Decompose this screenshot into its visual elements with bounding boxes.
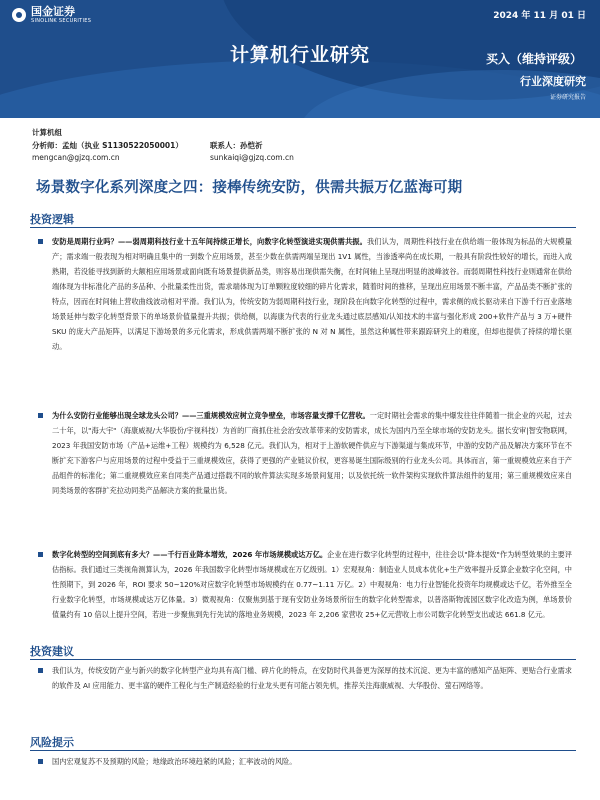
paragraph-body: 我们认为，周期性科技行业在供给端一般体现为标品的大规模量产；需求端一般表现为相对明确且集中的一到数个应用场景，甚至少数在供需两端呈现出 1V1 属性，当渗透率尚在成长期，一般具有阶段性较好的增长，而进入成熟期，若没能寻找到新的大额相应用场景或面向既有场景提供新品类，则容易出现供需失衡，在时间轴上呈现出明显的波峰波谷。而弱周期性科技行业则通常在供给端体现为非标准化产品的多品种、小批量柔性出货，需求端体现为订单颗粒度较细的碎片化需求，随着时间的推移，呈现出应用场景不断丰富，产品品类不断扩张的特点，因而在时间轴上营收曲线波动相对平滑。我们认为，传统安防为弱周期科技行业，现阶段在向数字化转型的过程中，需求侧的成长驱动来自下游千行百业落地场景延伸与数字化转型背景下的单场景价值量提升共振；供给侧，以海康为代表的行业龙头通过底层感知/认知技术的丰富与强化形成 200+软件产品与 3 万+硬件 SKU 的庞大产品矩阵，以满足下游场景的多元化需求，形成供需两端不断扩张的 N 对 N 属性，虽然这种属性带来跟踪研究上的难度，但却也提供了持续的增长驱动。 <box>52 237 572 351</box>
bullet-icon <box>38 413 43 418</box>
analyst-email: mengcan@gjzq.com.cn <box>32 153 120 162</box>
report-sub-label: 证券研究报告 <box>549 94 586 101</box>
paragraph-cyclicality <box>52 234 572 354</box>
paragraph-lead: 为什么安防行业能够出现全球龙头公司？——三重规模效应树立竞争壁垒，市场容量支撑千亿营收。 <box>52 411 370 420</box>
section-heading-invest-logic: 投资逻辑 <box>30 213 74 226</box>
analyst-group: 计算机组 <box>32 128 62 137</box>
bullet-icon <box>38 759 43 764</box>
paragraph-advice: 我们认为，传统安防产业与新兴的数字化转型产业均具有高门槛、碎片化的特点，在安防时代具备更为深厚的技术沉淀、更为丰富的感知产品矩阵、更贴合行业需求的软件及 AI 应用能力、更丰富的硬件工程化与生产制造经验的行业龙头更有可能占领先机，推荐关注海康威视、大华股份、萤石网络等。 <box>52 666 572 690</box>
analyst-name: 分析师：孟灿（执业 S1130522050001） <box>32 141 183 150</box>
paragraph-body: 一定时期社会需求的集中爆发往往伴随着一批企业的兴起，过去二十年，以"海大宇"（海康威视/大华股份/宇视科技）为首的厂商抓住社会治安改革带来的安防需求，成长为国内乃至全球市场的安防龙头。据长安审|智安物联网，2023 年我国安防市场（产品+运维+工程）规模约为 6,528 亿元。我们认为，相对于上游软硬件供应与下游渠道与集成环节，中游的安防产品及解决方案环节在不断扩充下游客户与应用场景的过程中受益于三重规模效应，获得了更强的产业链议价权，更容易诞生国际级别的行业龙头公司。具体而言，第一重规模效应来自于产品组件的标准化；第二重规模效应来自同类产品通过搭载不同的软件算法实现多场景间复用；以及依托统一软件架构实现软件算法组件的复用；第三重规模效应来自同类场景的客群扩充拉动同类产品解决方案的批量出货。 <box>52 411 572 495</box>
section-divider <box>30 750 576 751</box>
bullet-icon <box>38 552 43 557</box>
header-banner <box>0 0 600 118</box>
paragraph-body: 企业在进行数字化转型的过程中，往往会以"降本提效"作为转型效果的主要评估指标。我们通过三类视角测算认为，2026 年我国数字化转型市场规模或在万亿级别。1）宏观视角：制造业人员成本优化+生产效率提升反算企业数字化空间，中性预期下，到 2026 年，ROI 要求 50~120%对应数字化转型市场规模约在 0.77~1.11 万亿。2）中观视角：电力行业智能化投资年均规模或达千亿，若外推至全行业数字化转型，市场规模或达万亿体量。3）微观视角：仅聚焦到基于现有安防业务场景所衍生的数字化转型需求，以普洛斯物流园区数字化改造为例，单场景价值量约有 10 倍以上提升空间，若进一步聚焦到先行先试的落地业务规模，2023 年 2,206 家营收 25+亿元营收上市公司数字化转型支出或达 661.8 亿元。 <box>52 550 572 619</box>
logo-icon <box>12 8 26 22</box>
section-divider <box>30 227 576 228</box>
paragraph-global-leaders <box>52 408 572 498</box>
report-type: 行业深度研究 <box>520 75 586 88</box>
paragraph-risk: 国内宏观复苏不及预期的风险；地缘政治环境趋紧的风险；汇率波动的风险。 <box>52 757 297 766</box>
company-logo <box>12 6 91 24</box>
report-date: 2024 年 11 月 01 日 <box>493 11 586 21</box>
report-title: 计算机行业研究 <box>229 44 370 66</box>
paragraph-lead: 数字化转型的空间到底有多大？——千行百业降本增效，2026 年市场规模或达万亿。 <box>52 550 328 559</box>
logo-name-cn: 国金证券 <box>31 5 75 18</box>
rating-label: 买入（维持评级） <box>485 52 582 66</box>
bullet-icon <box>38 239 43 244</box>
bullet-icon <box>38 668 43 673</box>
contact-email: sunkaiqi@gjzq.com.cn <box>210 153 294 162</box>
paragraph-lead: 安防是周期行业吗？——弱周期科技行业十五年间持续正增长，向数字化转型演进实现供需共振。 <box>52 237 367 246</box>
logo-name-en: SINOLINK SECURITIES <box>31 18 92 24</box>
topic-title: 场景数字化系列深度之四：接棒传统安防，供需共振万亿蓝海可期 <box>36 180 463 196</box>
section-heading-risk: 风险提示 <box>30 736 74 749</box>
paragraph-market-size <box>52 547 572 622</box>
contact-name: 联系人：孙恺祈 <box>210 141 263 150</box>
section-heading-invest-advice: 投资建议 <box>30 645 74 658</box>
section-divider <box>30 659 576 660</box>
